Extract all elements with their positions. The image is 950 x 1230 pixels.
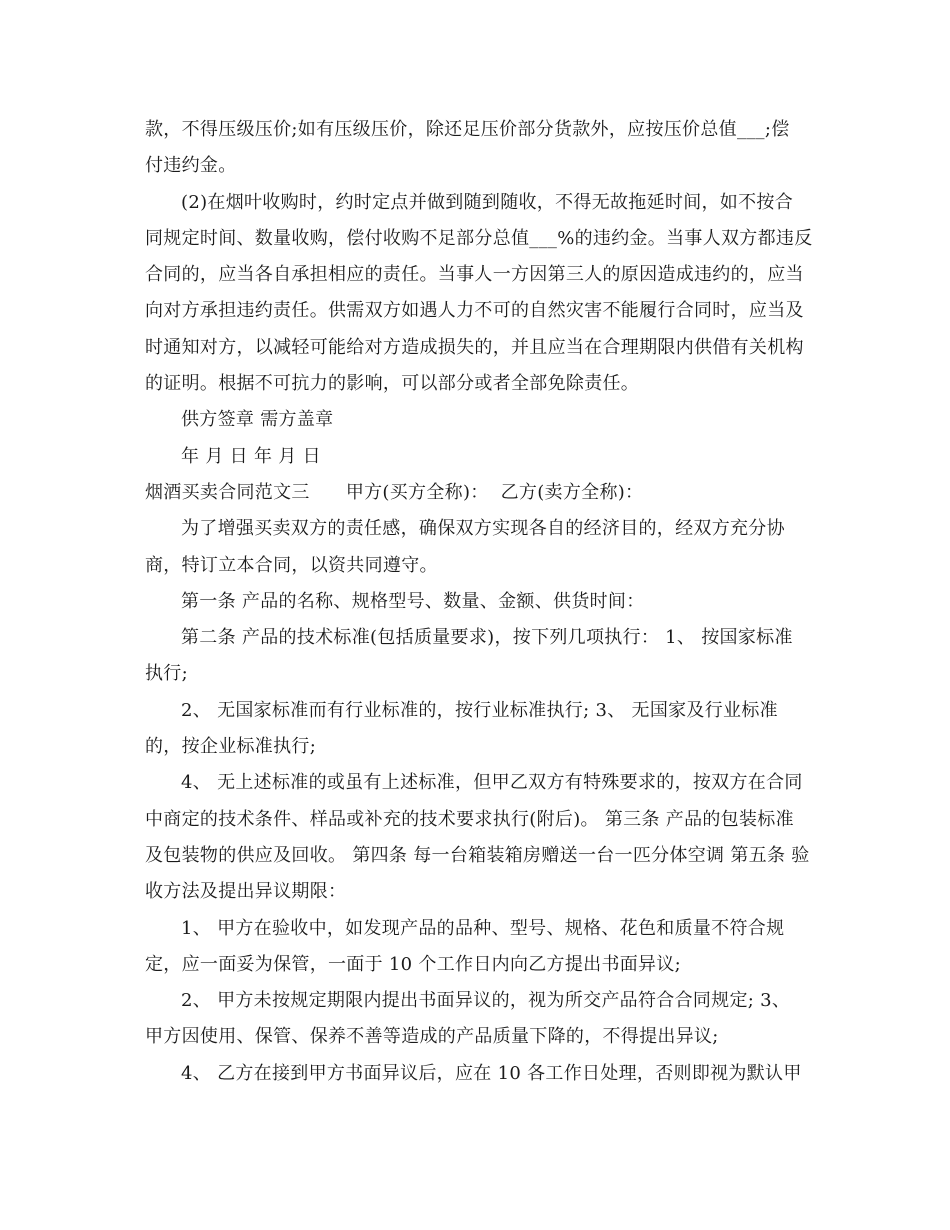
document-line: 付违约金。 — [145, 155, 237, 177]
document-line: 4、 无上述标准的或虽有上述标准，但甲乙双方有特殊要求的，按双方在合同 — [181, 772, 803, 794]
document-line: 的证明。根据不可抗力的影响，可以部分或者全部免除责任。 — [145, 373, 640, 395]
document-line: 定，应一面妥为保管，一面于 10 个工作日内向乙方提出书面异议; — [145, 953, 682, 975]
document-line: 2、 甲方未按规定期限内提出书面异议的，视为所交产品符合合同规定; 3、 — [181, 990, 791, 1012]
document-line: 第一条 产品的名称、规格型号、数量、金额、供货时间： — [181, 590, 645, 612]
document-line: 供方签章 需方盖章 — [181, 409, 334, 431]
document-line: 的，按企业标准执行; — [145, 736, 317, 758]
document-line: 向对方承担违约责任。供需双方如遇人力不可的自然灾害不能履行合同时，应当及 — [145, 300, 804, 322]
document-line: 年 月 日 年 月 日 — [181, 445, 321, 467]
document-line: 中商定的技术条件、样品或补充的技术要求执行(附后)。 第三条 产品的包装标准 — [145, 808, 794, 830]
document-line: 2、 无国家标准而有行业标准的，按行业标准执行; 3、 无国家及行业标准 — [181, 699, 778, 721]
document-line: 合同的，应当各自承担相应的责任。当事人一方因第三人的原因造成违约的，应当 — [145, 264, 804, 286]
document-line: (2)在烟叶收购时，约时定点并做到随到随收，不得无故拖延时间，如不按合 — [181, 191, 793, 213]
document-line: 第二条 产品的技术标准(包括质量要求)，按下列几项执行： 1、 按国家标准 — [181, 627, 793, 649]
document-line: 1、 甲方在验收中，如发现产品的品种、型号、规格、花色和质量不符合规 — [181, 917, 785, 939]
document-line: 款，不得压级压价;如有压级压价，除还足压价部分货款外，应按压价总值___;偿 — [145, 119, 790, 140]
document-line: 甲方因使用、保管、保养不善等造成的产品质量下降的，不得提出异议; — [145, 1026, 719, 1048]
document-line: 时通知对方，以减轻可能给对方造成损失的，并且应当在合理期限内供借有关机构 — [145, 336, 804, 358]
document-line: 执行; — [145, 663, 188, 685]
document-line: 为了增强买卖双方的责任感，确保双方实现各自的经济目的，经双方充分协 — [181, 518, 785, 540]
document-line: 收方法及提出异议期限： — [145, 881, 347, 903]
document-line: 4、 乙方在接到甲方书面异议后，应在 10 各工作日处理，否则即视为默认甲 — [181, 1062, 802, 1084]
document-body — [145, 112, 830, 1092]
document-line: 及包装物的供应及回收。 第四条 每一台箱装箱房赠送一台一匹分体空调 第五条 验 — [145, 844, 810, 866]
document-line: 商，特订立本合同，以资共同遵守。 — [145, 554, 438, 576]
document-line: 烟酒买卖合同范文三 甲方(买方全称)： 乙方(卖方全称)： — [145, 481, 644, 503]
document-line: 同规定时间、数量收购，偿付收购不足部分总值___%的违约金。当事人双方都违反 — [145, 227, 813, 249]
